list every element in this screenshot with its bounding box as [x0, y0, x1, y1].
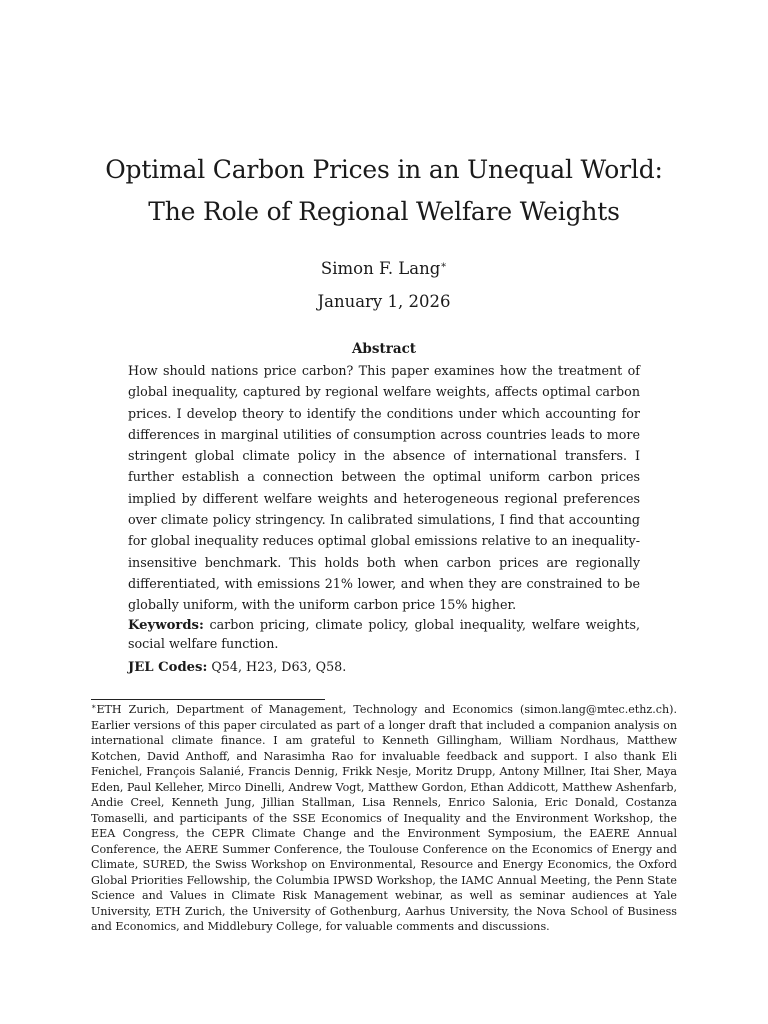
- abstract-heading: Abstract: [351, 341, 417, 357]
- footnote: [91, 699, 677, 935]
- publication-date: January 1, 2026: [317, 292, 451, 311]
- jel-codes: Q54, H23, D63, Q58.: [211, 659, 347, 674]
- paper-title-line-1: Optimal Carbon Prices in an Unequal World:: [105, 155, 663, 184]
- footnote-text: ETH Zurich, Department of Management, Technology and Economics (simon.lang@mtec.ethz.ch). Earlier versions of this paper circulated as part of a longer draft that included a companion analysis on international climate finance. I am grateful to Kenneth Gillingham, William Nordhaus, Matthew Kotchen, David Anthoff, and Narasimha Rao for invaluable feedback and support. I also thank Eli Fenichel, François Salanié, Francis Dennig, Frikk Nesje, Moritz Drupp, Antony Millner, Itai Sher, Maya Eden, Paul Kelleher, Mirco Dinelli, Andrew Vogt, Matthew Gordon, Ethan Addicott, Matthew Ashenfarb, Andie Creel, Kenneth Jung, Jillian Stallman, Lisa Rennels, Enrico Salonia, Eric Donald, Costanza Tomaselli, and participants of the SSE Economics of Inequality and the Environment Workshop, the EEA Congress, the CEPR Climate Change and the Environment Symposium, the EAERE Annual Conference, the AERE Summer Conference, the Toulouse Conference on the Economics of Energy and Climate, SURED, the Swiss Workshop on Environmental, Resource and Energy Economics, the Oxford Global Priorities Fellowship, the Columbia IPWSD Workshop, the IAMC Annual Meeting, the Penn State Science and Values in Climate Risk Management webinar, as well as seminar audiences at Yale University, ETH Zurich, the University of Gothenburg, Aarhus University, the Nova School of Business and Economics, and Middlebury College, for valuable comments and discussions.: [91, 703, 677, 933]
- jel-codes-line: [128, 657, 640, 678]
- keywords-text: carbon pricing, climate policy, global inequality, welfare weights, social welfare function.: [128, 617, 640, 651]
- author-name: Simon F. Lang: [320, 259, 441, 278]
- author-footnote-mark: ∗: [440, 260, 448, 271]
- abstract-body: How should nations price carbon? This paper examines how the treatment of global inequality, captured by regional welfare weights, affects optimal carbon prices. I develop theory to identify the conditions under which accounting for differences in marginal utilities of consumption across countries leads to more stringent global climate policy in the absence of international transfers. I further establish a connection between the optimal uniform carbon prices implied by different welfare weights and heterogeneous regional preferences over climate policy stringency. In calibrated simulations, I find that accounting for global inequality reduces optimal global emissions relative to an inequality-insensitive benchmark. This holds both when carbon prices are regionally differentiated, with emissions 21% lower, and when they are constrained to be globally uniform, with the uniform carbon price 15% higher.: [128, 363, 640, 613]
- keywords-label: Keywords:: [128, 618, 204, 633]
- footnote-mark: ∗: [91, 702, 97, 711]
- keywords-line: [128, 616, 640, 653]
- paper-title-line-2: The Role of Regional Welfare Weights: [148, 197, 620, 226]
- jel-label: JEL Codes:: [128, 660, 208, 675]
- author-line: [0, 255, 768, 280]
